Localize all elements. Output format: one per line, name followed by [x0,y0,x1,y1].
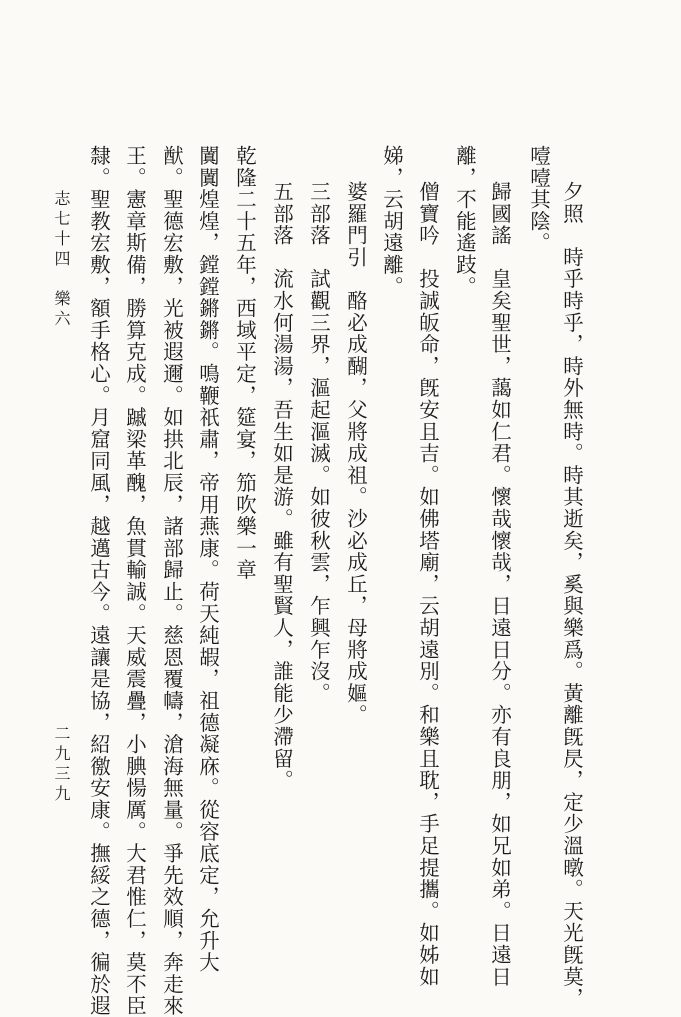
text-column-12: 猷。聖德宏敷，光被遐邇。如拱北辰，諸部歸止。慈恩覆幬，滄海無量。爭先效順，奔走來 [159,145,184,1017]
text-column-4: 離，不能遙跂。 [452,145,477,298]
text-column-5: 僧寶吟 投誠皈命，旣安且吉。如佛塔廟，云胡遠別。和樂且耽，手足提攜。如姊如 [415,181,440,988]
page-number: 二九三九 [52,725,71,805]
text-column-1: 夕照 時乎時乎，時外無時。時其逝矣，奚與樂爲。黃離旣昃，定少溫暾。天光旣莫， [559,181,584,1010]
text-column-8: 三部落 試觀三界，漚起漚滅。如彼秋雲，乍興乍沒。 [306,181,331,705]
text-column-6: 娣，云胡遠離。 [379,145,404,298]
text-column-9: 五部落 流水何湯湯，吾生如是游。雖有聖賢人，誰能少滯留。 [269,181,294,792]
text-column-2: 噎噎其陰。 [526,145,551,254]
text-column-10: 乾隆二十五年，西域平定，筵宴，笳吹樂一章 [232,145,257,581]
running-header: 志七十四 樂六 [52,190,71,330]
text-column-3: 歸國謠 皇矣聖世，藹如仁君。懷哉懷哉，日遠日分。亦有良朋，如兄如弟。日遠日 [487,181,512,988]
text-column-7: 婆羅門引 酪必成醐，父將成祖。沙必成丘，母將成嫗。 [343,181,368,726]
text-column-11: 闐闐煌煌，鏜鏜鏘鏘。鳴鞭祇肅，帝用燕康。荷天純嘏，祖德凝庥。從容底定，允升大 [195,145,220,974]
text-column-14: 隸。聖教宏敷，額手格心。月窟同風，越邁古今。遠讓是協，紹徼安康。撫綏之德，徧於遐 [86,145,111,1017]
text-column-13: 王。憲章斯備，勝算克成。䠞梁革醜，魚貫輸誠。天威震疊，小腆愓厲。大君惟仁，莫不臣 [122,145,147,1017]
